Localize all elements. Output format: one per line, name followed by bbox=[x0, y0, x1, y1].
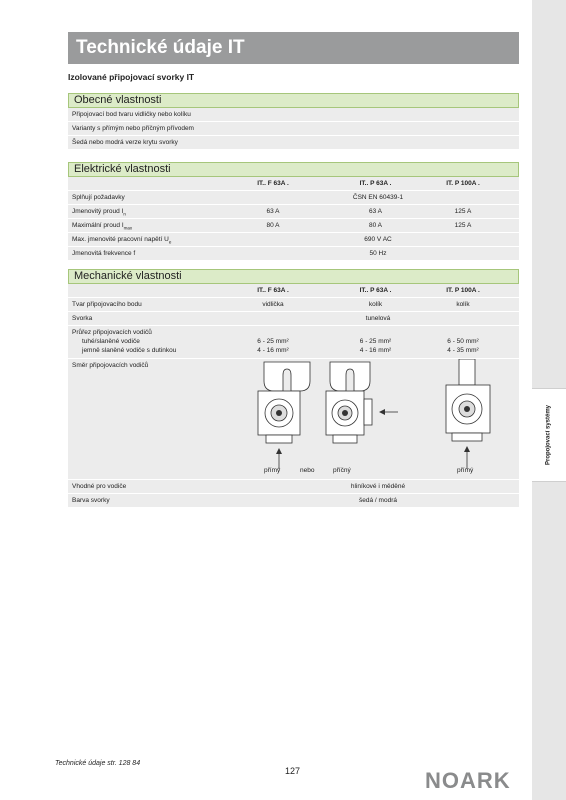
brand-logo: NOARK bbox=[425, 768, 511, 793]
page-title: Technické údaje IT bbox=[76, 37, 245, 58]
direction-straight-label-2: přímý bbox=[457, 467, 474, 474]
cross-section-solid-value: 6 - 25 mm² bbox=[257, 338, 289, 345]
column-header-p63: IT.. P 63A . bbox=[359, 287, 392, 294]
frequency-row bbox=[68, 247, 519, 261]
conductor-row bbox=[68, 480, 519, 494]
page-number: 127 bbox=[285, 766, 301, 776]
general-row-label: Připojovací bod tvaru vidličky nebo kolíku bbox=[72, 111, 191, 118]
electrical-header-row bbox=[68, 177, 519, 191]
terminal-p100-drawing bbox=[446, 359, 490, 469]
cross-section-f63 bbox=[218, 337, 328, 355]
general-row bbox=[68, 136, 519, 150]
connection-f63: vidlička bbox=[262, 301, 284, 308]
general-row-label: Šedá nebo modrá verze krytu svorky bbox=[72, 139, 178, 146]
electrical-section bbox=[68, 162, 519, 261]
general-row bbox=[68, 108, 519, 122]
cross-section-row bbox=[68, 326, 519, 359]
voltage-value: 690 V AC bbox=[364, 236, 392, 243]
cross-section-labels bbox=[72, 328, 176, 355]
terminal-f63-drawing bbox=[258, 362, 310, 469]
cross-section-solid-label: tuhé/slaněné vodiče bbox=[82, 338, 140, 345]
mechanical-section bbox=[68, 269, 519, 508]
cross-section-solid-value: 6 - 50 mm² bbox=[447, 338, 479, 345]
standards-row bbox=[68, 191, 519, 205]
direction-straight-label: přímý bbox=[264, 467, 281, 474]
max-current-p63: 80 A bbox=[368, 222, 382, 229]
color-row bbox=[68, 494, 519, 508]
direction-label: Směr připojovacích vodičů bbox=[72, 362, 149, 369]
electrical-heading: Elektrické vlastnosti bbox=[68, 162, 519, 177]
connection-row bbox=[68, 298, 519, 312]
column-header-p100: IT. P 100A . bbox=[446, 287, 480, 294]
standards-value: ČSN EN 60439-1 bbox=[352, 194, 404, 201]
sidebar-tab-label: Propojovací systémy bbox=[545, 404, 552, 466]
terminal-value: tunelová bbox=[365, 315, 391, 322]
voltage-row bbox=[68, 233, 519, 247]
cross-section-fine-label: jemně slaněné vodiče s dutinkou bbox=[82, 347, 177, 354]
rated-current-f63: 63 A bbox=[266, 208, 280, 215]
page-subtitle: Izolované připojovací svorky IT bbox=[68, 72, 195, 82]
cross-section-p100 bbox=[408, 337, 518, 355]
max-current-label: Maximální proud $I_{max}$ bbox=[72, 222, 133, 231]
conductor-label: Vhodné pro vodiče bbox=[72, 483, 127, 490]
page-title-bar bbox=[68, 32, 519, 64]
direction-row bbox=[68, 359, 519, 480]
conductor-value: hliníkové i měděné bbox=[350, 483, 406, 490]
mechanical-header-row bbox=[68, 284, 519, 298]
color-value: šedá / modrá bbox=[359, 497, 397, 504]
footer-note: Technické údaje str. 128 84 bbox=[55, 760, 141, 767]
max-current-f63: 80 A bbox=[266, 222, 280, 229]
voltage-label: Max. jmenovité pracovní napětí $U_e$ bbox=[72, 236, 172, 245]
general-section bbox=[68, 93, 519, 150]
general-row bbox=[68, 122, 519, 136]
color-label: Barva svorky bbox=[72, 497, 110, 504]
frequency-label: Jmenovitá frekvence f bbox=[72, 250, 136, 257]
sidebar-tab-propojovaci[interactable] bbox=[532, 388, 566, 482]
column-header-f63: IT.. F 63A . bbox=[257, 180, 289, 187]
direction-or-label: nebo bbox=[300, 467, 315, 474]
column-header-p100: IT. P 100A . bbox=[446, 180, 480, 187]
max-current-p100: 125 A bbox=[454, 222, 472, 229]
general-heading: Obecné vlastnosti bbox=[68, 93, 519, 108]
terminal-label: Svorka bbox=[72, 315, 93, 322]
rated-current-row bbox=[68, 205, 519, 219]
column-header-p63: IT.. P 63A . bbox=[359, 180, 392, 187]
general-row-label: Varianty s přímým nebo příčným přívodem bbox=[72, 125, 194, 132]
terminal-p63-drawing bbox=[326, 362, 398, 443]
standards-label: Splňují požadavky bbox=[72, 194, 125, 201]
connection-p63: kolík bbox=[368, 301, 383, 308]
rated-current-p100: 125 A bbox=[454, 208, 472, 215]
terminal-row bbox=[68, 312, 519, 326]
connection-p100: kolík bbox=[456, 301, 470, 308]
max-current-row bbox=[68, 219, 519, 233]
direction-cross-label: příčný bbox=[333, 467, 351, 474]
rated-current-label: Jmenovitý proud $I_n$ bbox=[72, 208, 126, 217]
column-header-f63: IT.. F 63A . bbox=[257, 287, 289, 294]
cross-section-fine-value: 4 - 16 mm² bbox=[257, 347, 289, 354]
cross-section-fine-value: 4 - 35 mm² bbox=[447, 347, 479, 354]
cross-section-label: Průřez připojovacích vodičů bbox=[72, 329, 152, 336]
cross-section-fine-value: 4 - 16 mm² bbox=[359, 347, 392, 354]
connection-label: Tvar připojovacího bodu bbox=[72, 301, 142, 308]
cross-section-solid-value: 6 - 25 mm² bbox=[359, 338, 392, 345]
terminal-drawings bbox=[68, 359, 519, 479]
frequency-value: 50 Hz bbox=[369, 250, 387, 257]
mechanical-heading: Mechanické vlastnosti bbox=[68, 269, 519, 284]
rated-current-p63: 63 A bbox=[368, 208, 382, 215]
